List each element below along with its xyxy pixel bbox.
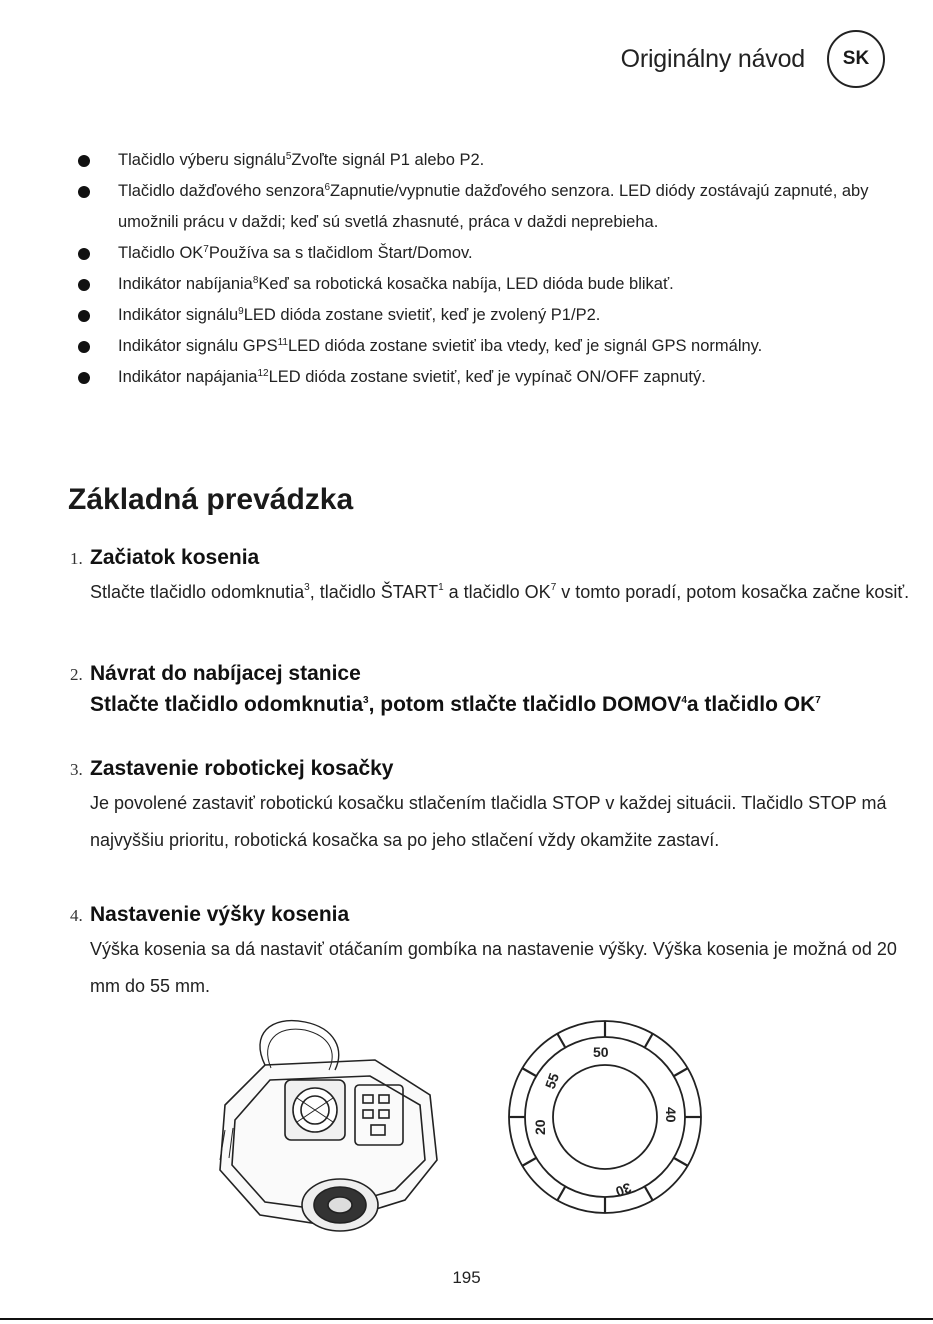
step-body: Stlačte tlačidlo odomknutia$^3$, potom stlačte tlačidlo DOMOV$^4$a tlačidlo $OK^7$ <box>90 693 821 716</box>
dial-label: 55 <box>541 1070 563 1091</box>
step-title: Návrat do nabíjacej stanice <box>90 662 361 685</box>
step-number: 2. <box>70 665 83 684</box>
step-number: 1. <box>70 549 83 568</box>
step-body: Výška kosenia sa dá nastaviť otáčaním gombíka na nastavenie výšky. Výška kosenia je možná od 20 mm do 55 mm. <box>90 939 897 996</box>
step-body: Stlačte tlačidlo odomknutia$^3$, tlačidlo ŠTART$^1$ a tlačidlo $OK^7$ v tomto poradí, potom kosačka začne kosiť. <box>90 582 910 602</box>
dial-label: 30 <box>613 1179 634 1201</box>
dial-label: 50 <box>593 1044 609 1060</box>
step-title: Začiatok kosenia <box>90 546 260 569</box>
list-item: Tlačidlo dažďového senzora$^6$Zapnutie/vypnutie dažďového senzora. LED diódy zostávajú zapnuté, aby umožnili prácu v daždi; keď sú svetlá zhasnuté, práca v daždi neprebieha. <box>72 176 912 238</box>
header-title: Originálny návod <box>620 44 805 73</box>
height-dial-illustration <box>505 1015 705 1220</box>
step-title: Nastavenie výšky kosenia <box>90 903 350 926</box>
list-item: Indikátor signálu$^9$LED dióda zostane svietiť, keď je zvolený P1/P2. <box>72 300 912 331</box>
page-number: 195 <box>452 1268 481 1287</box>
step-title: Zastavenie robotickej kosačky <box>90 757 394 780</box>
list-item: Indikátor signálu GPS$^{11}$LED dióda zostane svietiť iba vtedy, keď je signál GPS normálny. <box>72 331 912 362</box>
bullet-icon <box>78 279 90 291</box>
step-return-to-station <box>70 662 910 718</box>
language-badge: SK <box>827 30 885 88</box>
step-stop-mower <box>70 757 910 859</box>
bullet-icon <box>78 248 90 260</box>
indicator-list <box>72 145 912 393</box>
step-cutting-height <box>70 903 910 1005</box>
bullet-icon <box>78 310 90 322</box>
step-number: 4. <box>70 906 83 925</box>
list-item: Indikátor napájania$^{12}$LED dióda zostane svietiť, keď je vypínač ON/OFF zapnutý. <box>72 362 912 393</box>
step-body: Je povolené zastaviť robotickú kosačku stlačením tlačidla STOP v každej situácii. Tlačidlo STOP má najvyššiu prioritu, robotická kosačka sa po jeho stlačení vždy okamžite zastaví. <box>90 793 887 850</box>
list-item: Tlačidlo výberu signálu$^5$Zvoľte signál P1 alebo P2. <box>72 145 912 176</box>
robotic-mower-illustration <box>205 1010 445 1235</box>
section-title: Základná prevádzka <box>68 483 354 516</box>
bullet-icon <box>78 155 90 167</box>
figures <box>0 1010 933 1250</box>
bullet-icon <box>78 186 90 198</box>
page-header <box>621 30 885 88</box>
page-bottom-rule <box>0 1318 933 1320</box>
step-number: 3. <box>70 760 83 779</box>
bullet-icon <box>78 341 90 353</box>
dial-label: 20 <box>532 1119 548 1135</box>
list-item: Tlačidlo $OK^7Používa$ sa s tlačidlom Štart/Domov. <box>72 238 912 269</box>
dial-label: 40 <box>663 1107 679 1123</box>
bullet-icon <box>78 372 90 384</box>
list-item: Indikátor nabíjania$^8$Keď sa robotická kosačka nabíja, LED dióda bude blikať. <box>72 269 912 300</box>
step-start-mowing <box>70 546 910 611</box>
